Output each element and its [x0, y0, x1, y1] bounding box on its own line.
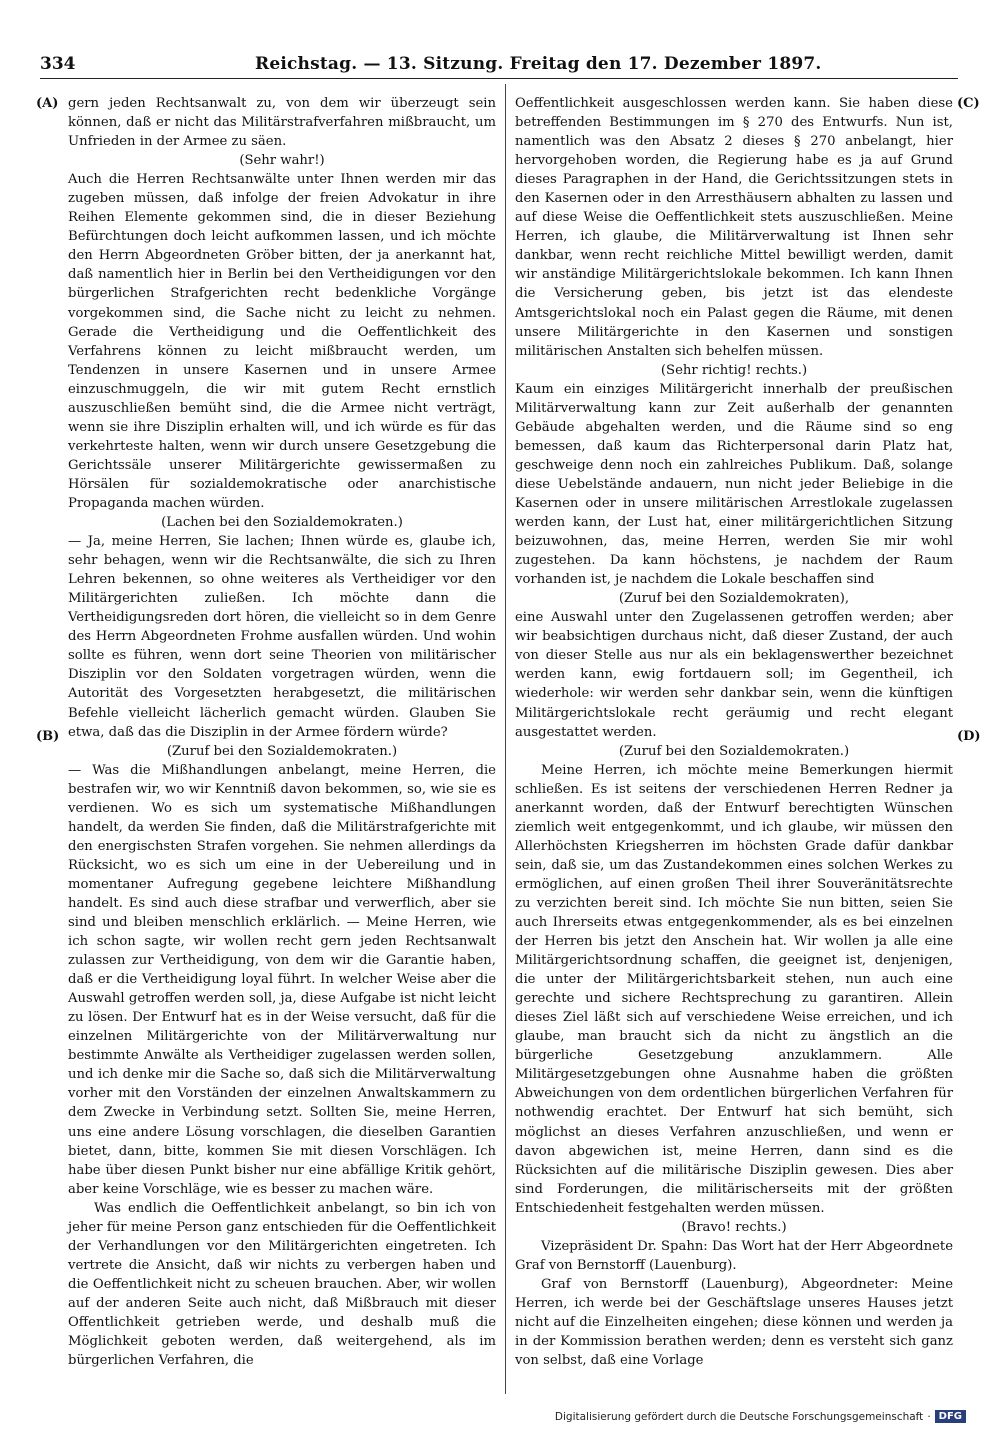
footer [555, 1410, 966, 1423]
interjection: (Bravo! rechts.) [681, 1219, 787, 1235]
page-header [40, 52, 958, 79]
paragraph: Vizepräsident Dr. Spahn: Das Wort hat der Herr Abgeordnete Graf von Bernstorff (Lauenburg). [515, 1238, 953, 1273]
paragraph: Meine Herren, ich möchte meine Bemerkungen hiermit schließen. Es ist seitens der verschiedenen Herren Redner ja anerkannt worden, daß der Entwurf berechtigten Wünschen ziemlich weit entgegenkommt, und ich glaube, wir müssen den Allerhöchsten Kriegsherren im höchsten Grade dafür dankbar sein, daß sie, um das Zustandekommen eines solchen Werkes zu ermöglichen, auf einen großen Theil ihrer Souveränitätsrechte zu verzichten bereit sind. Ich möchte Sie nun bitten, seien Sie auch Ihrerseits etwas entgegenkommender, als es bei einzelnen der Herren bis jetzt den Anschein hat. Wir wollen ja alle eine Militärgerichtsordnung schaffen, die geeignet ist, denjenigen, die unter der Militärgerichtsbarkeit stehen, nun auch eine gerechte und sichere Rechtsprechung zu garantiren. Allein dieses Ziel läßt sich auf verschiedene Weise erreichen, und ich glaube, man braucht sich da nicht zu ängstlich an die bürgerliche Gesetzgebung anzuklammern. Alle Militärgesetzgebungen ohne Ausnahme haben die größten Abweichungen von dem ordentlichen bürgerlichen Verfahren für nothwendig erachtet. Der Entwurf hat sich bemüht, sich möglichst an dieses Verfahren anzuschließen, und wenn er davon abgewichen ist, meine Herren, dann sind es die Rücksichten auf die militärische Disziplin gewesen. Dies aber sind Forderungen, die militärischerseits mit der größten Entschiedenheit festgehalten werden müssen. [515, 762, 953, 1216]
interjection: (Sehr wahr!) [239, 153, 325, 169]
paragraph: Auch die Herren Rechtsanwälte unter Ihnen werden mir das zugeben müssen, daß infolge der freien Advokatur in ihre Reihen Elemente gekommen sind, die in dieser Beziehung Befürchtungen doch leicht aufkommen lassen, und ich möchte den Herrn Abgeordneten Gröber bitten, der ja anerkannt hat, daß namentlich hier in Berlin bei den Vertheidigungen vor den bürgerlichen Strafgerichten recht bedenkliche Vorgänge vorgekommen sind, die Sache nicht zu leicht zu nehmen. Gerade die Vertheidigung und die Oeffentlichkeit des Verfahrens können zu leicht mißbraucht werden, um Tendenzen in unsere Kasernen und in unsere Armee einzuschmuggeln, die wir mit gutem Recht ernstlich auszuschließen bemüht sind, die die Armee nicht verträgt, wenn sie ihre Disziplin erhalten will, und ich würde es für das verkehrteste halten, wenn wir durch unsere Gesetzgebung die Gerichtssäle unserer Militärgerichte gewissermaßen zu Hörsälen für sozialdemokratische oder anarchistische Propaganda machen würden. [68, 172, 496, 511]
margin-mark-a: (A) [36, 96, 59, 111]
paragraph: Was endlich die Oeffentlichkeit anbelangt, so bin ich von jeher für meine Person ganz entschieden für die Oeffentlichkeit der Verhandlungen vor den Militärgerichten eingetreten. Ich vertrete die Ansicht, daß wir nichts zu verbergen haben und die Oeffentlichkeit nicht zu scheuen brauchen. Aber, wir wollen auf der anderen Seite auch nicht, daß Mißbrauch mit dieser Offentlichkeit getrieben werde, und deshalb muß die Möglichkeit geboten werden, daß weitergehend, als im bürgerlichen Verfahren, die [68, 1200, 496, 1369]
left-column [68, 94, 496, 1370]
page-number: 334 [40, 54, 76, 74]
dfg-logo: DFG [935, 1410, 966, 1423]
column-divider [505, 84, 506, 1394]
paragraph: Kaum ein einziges Militärgericht innerhalb der preußischen Militärverwaltung kann zur Zeit außerhalb der genannten Gebäude abgehalten werden, und die Räume sind so eng bemessen, daß kaum das Richterpersonal darin Platz hat, geschweige denn noch ein zahlreiches Publikum. Daß, solange diese Uebelstände andauern, nun nicht jeder Beliebige in die Kasernen oder in unsere militärischen Arrestlokale zugelassen werden kann, der Lust hat, einer militärgerichtlichen Sitzung beizuwohnen, das, meine Herren, werden Sie mir wohl zugestehen. Da kann höchstens, je nachdem der Raum vorhanden ist, je nachdem die Lokale beschaffen sind [515, 381, 953, 588]
margin-mark-d: (D) [957, 729, 981, 744]
paragraph: — Ja, meine Herren, Sie lachen; Ihnen würde es, glaube ich, sehr behagen, wenn wir die Rechtsanwälte, die sich zu Ihren Lehren bekennen, so ohne weiteres als Vertheidiger vor den Militärgerichten zuließen. Ich möchte dann die Vertheidigungsreden dort hören, die vielleicht so in dem Genre des Herrn Abgeordneten Frohme ausfallen würden. Und wohin sollte es führen, wenn dort seine Theorien von militärischer Disziplin vor den Soldaten vorgetragen würden, wenn die Autorität des Vorgesetzten herabgesetzt, die militärischen Befehle vielleicht lächerlich gemacht würden. Glauben Sie etwa, daß das die Disziplin in der Armee fördern würde? [68, 534, 496, 740]
interjection: (Lachen bei den Sozialdemokraten.) [161, 515, 403, 531]
right-column [515, 94, 953, 1370]
footer-credit: Digitalisierung gefördert durch die Deutsche Forschungsgemeinschaft [554, 1410, 924, 1423]
margin-mark-c: (C) [957, 96, 980, 111]
paragraph: gern jeden Rechtsanwalt zu, von dem wir überzeugt sein können, daß er nicht das Militärstrafverfahren mißbraucht, um Unfrieden in der Armee zu säen. [68, 96, 496, 150]
interjection: (Zuruf bei den Sozialdemokraten), [618, 591, 850, 607]
separator-dot: · [927, 1410, 931, 1423]
paragraph: Graf von Bernstorff (Lauenburg), Abgeordneter: Meine Herren, ich werde bei der Geschäftslage unseres Hauses jetzt nicht auf die Einzelheiten eingehen; diese können und werden ja in der Kommission berathen werden; denn es versteht sich ganz von selbst, daß eine Vorlage [515, 1276, 953, 1369]
interjection: (Zuruf bei den Sozialdemokraten.) [166, 743, 398, 759]
margin-mark-b: (B) [36, 729, 60, 744]
paragraph: eine Auswahl unter den Zugelassenen getroffen werden; aber wir beabsichtigen durchaus nicht, daß dieser Zustand, der auch von dieser Stelle aus nur als ein beklagenswerther bezeichnet werden kann, ewig fortdauern soll; im Gegentheil, ich wiederhole: wir werden sehr dankbar sein, wenn die künftigen Militärgerichtslokale recht geräumig und recht elegant ausgestattet werden. [515, 610, 953, 740]
interjection: (Sehr richtig! rechts.) [660, 362, 808, 378]
paragraph: — Was die Mißhandlungen anbelangt, meine Herren, die bestrafen wir, wo wir Kenntniß davon bekommen, so, wie sie es verdienen. Wo es sich um systematische Mißhandlungen handelt, da werden Sie finden, daß die Militärstrafgerichte mit den energischsten Strafen vorgehen. Sie nehmen allerdings da Rücksicht, wo es sich um eine in der Uebereilung und in momentaner Aufregung gegebene leichtere Mißhandlung handelt. Es sind auch diese strafbar und verwerflich, aber sie sind und bleiben menschlich erklärlich. — Meine Herren, wie ich schon sagte, wir wollen recht gern jeden Rechtsanwalt zulassen zur Vertheidigung, von dem wir die Garantie haben, daß er die Vertheidigung loyal führt. In welcher Weise aber die Auswahl getroffen werden soll, ja, diese Aufgabe ist nicht leicht zu lösen. Der Entwurf hat es in der Weise versucht, daß für die einzelnen Militärgerichte von der Militärverwaltung nur bestimmte Anwälte als Vertheidiger zugelassen werden sollen, und ich denke mir die Sache so, daß sich die Militärverwaltung vorher mit den Vorständen der einzelnen Anwaltskammern zu dem Zwecke in Verbindung setzt. Sollten Sie, meine Herren, uns eine andere Lösung vorschlagen, die dieselben Garantien bietet, dann, bitte, kommen Sie mit diesen Vorschlägen. Ich habe über diesen Punkt bisher nur eine abfällige Kritik gehört, aber keine Vorschläge, wie es besser zu machen wäre. [68, 762, 496, 1197]
interjection: (Zuruf bei den Sozialdemokraten.) [618, 743, 850, 759]
paragraph: Oeffentlichkeit ausgeschlossen werden kann. Sie haben diese betreffenden Bestimmungen im § 270 des Entwurfs. Nun ist, namentlich was den Absatz 2 dieses § 270 anbelangt, hier hervorgehoben worden, die Regierung habe es ja auf Grund dieses Paragraphen in der Hand, die Gerichtssitzungen stets in den Kasernen oder in den Arresthäusern abhalten zu lassen und auf diese Weise die Oeffentlichkeit stets auszuschließen. Meine Herren, ich glaube, die Militärverwaltung ist Ihnen sehr dankbar, wenn recht reichliche Mittel bewilligt werden, damit wir anständige Militärgerichtslokale bekommen. Ich kann Ihnen die Versicherung geben, bis jetzt ist das elendeste Amtsgerichtslokal noch ein Palast gegen die Räume, mit denen unsere Militärgerichte in den Kasernen und sonstigen militärischen Anstalten sich behelfen müssen. [515, 96, 953, 359]
running-title: Reichstag. — 13. Sitzung. Freitag den 17. Dezember 1897. [255, 54, 822, 74]
